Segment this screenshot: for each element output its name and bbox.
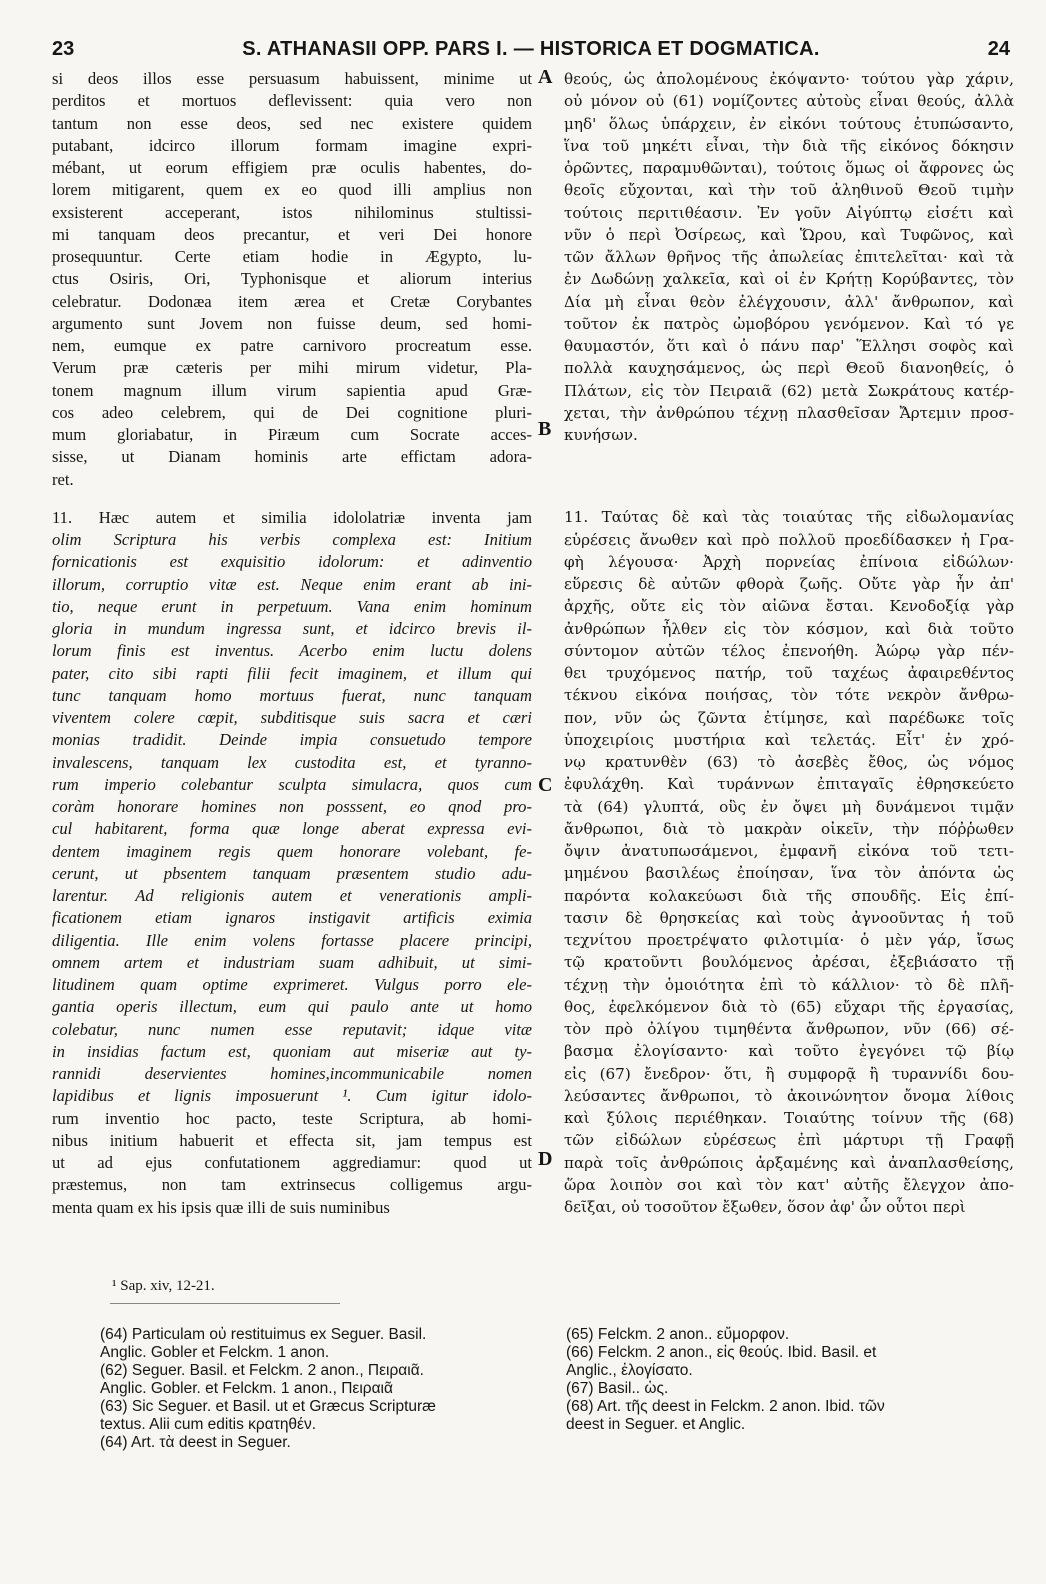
text-line: μημένου βασιλέως ἐποίησαν, ἵνα τὸν ἀπόντα ὡς <box>564 864 1014 883</box>
text-line: ἀρχῆς, οὔτε εἰς τὸν αἰῶνα ἔσται. Κενοδοξίᾳ γὰρ <box>564 597 1014 616</box>
text-line: εἰς (67) ἔνεδρον· ὅτι, ἢ συμφορᾷ ἢ τυραννίδι δου- <box>564 1064 1014 1083</box>
text-line: τέκνου εἰκόνα ποιήσας, τὸν τότε νεκρὸν ἄνθρω- <box>564 686 1014 705</box>
text-line: si deos illos esse persuasum habuissent, minime ut <box>52 69 532 88</box>
text-line: fornicationis est exquisitio idolorum: et adinventio <box>52 552 532 572</box>
text-line: εὕρεσις δὲ αὐτῶν φθορὰ ζωῆς. Οὔτε γὰρ ἦν ἀπ' <box>564 575 1014 593</box>
page-number-right: 24 <box>987 37 1010 60</box>
text-line: θει τρυχόμενος πατήρ, τοῦ ταχέως ἀφαιρεθέντος <box>564 664 1014 682</box>
footnote-separator <box>110 1303 340 1304</box>
text-line: παρόντα κολακεύωσι διὰ τῆς σπουδῆς. Εἰς ἐπί- <box>564 886 1014 905</box>
notes-right-column <box>566 1326 1006 1434</box>
notes-left-column <box>100 1326 530 1452</box>
editorial-note-line: (65) Felckm. 2 anon.. εὔμορφον. <box>566 1326 790 1343</box>
text-line: cerunt, ut pbsentem tanquam præsentem studio adu- <box>52 863 532 883</box>
editorial-note-line: Anglic., ἐλογίσατο. <box>566 1362 693 1379</box>
paragraph-gap <box>564 446 1014 506</box>
page-number-left: 23 <box>52 37 75 60</box>
text-line: coràm honorare homines non posssent, eo qnod pro- <box>52 797 532 816</box>
text-line: tonem magnum illum virum sapientia apud Græ- <box>52 380 532 400</box>
margin-marker-b: B <box>538 418 552 440</box>
text-line: φὴ λέγουσα· Ἀρχὴ πορνείας ἐπίνοια εἰδώλων· <box>564 552 1014 571</box>
text-line: nem, eumque ex patre carnivoro procreatum esse. <box>52 336 532 355</box>
text-line: θος, ἐφελκόμενον διὰ τὸ (65) εὔχαρι τῆς ἐργασίας, <box>564 997 1014 1016</box>
editorial-note-line: (68) Art. τῆς deest in Felckm. 2 anon. Ibid. τῶν <box>566 1398 885 1415</box>
text-line: diligentia. Ille enim volens fortasse placere principi, <box>52 930 532 950</box>
text-line: ἐφυλάχθη. Καὶ τυράννων ἐπιταγαῖς ἐθρησκεύετο <box>564 775 1014 794</box>
text-line: κυνήσων. <box>564 426 638 444</box>
text-line: ut ad ejus confutationem aggrediamur: quod ut <box>52 1153 532 1172</box>
text-line: tio, neque erunt in perpetuum. Vana enim hominum <box>52 596 532 616</box>
text-line: pater, cito sibi rapti filii fecit imaginem, et illum qui <box>52 663 532 683</box>
text-line: 11. Hæc autem et similia idololatriæ inventa jam <box>52 507 532 527</box>
text-line: ret. <box>52 469 74 489</box>
latin-paragraph-1 <box>52 68 532 491</box>
text-line: Verum præ cæteris per mihi mirum videtur, Pla- <box>52 358 532 378</box>
text-line: prosequuntur. Certe etiam hodie in Ægypto, lu- <box>52 247 532 266</box>
editorial-note-line: (64) Particulam οὐ restituimus ex Seguer. Basil. <box>100 1326 427 1343</box>
text-line: rum imperio colebantur sculpta simulacra, quos cum <box>52 774 532 794</box>
text-line: Πλάτων, εἰς τὸν Πειραιᾶ (62) μετὰ Σωκράτους κατέρ- <box>564 381 1014 400</box>
text-line: τῶν εἰδώλων εὑρέσεως ἐπὶ μάρτυρι τῇ Γραφῇ <box>564 1131 1014 1150</box>
text-line: in insidias factum est, quoniam aut miseriæ aut ty- <box>52 1041 532 1061</box>
text-line: ἀνθρώπων ἦλθεν εἰς τὸν κόσμον, καὶ διὰ τοῦτο <box>564 619 1014 638</box>
text-line: πον, νῦν ὡς ζῶντα ἐτίμησε, καὶ παρέδωκε τοῖς <box>564 708 1014 727</box>
editorial-note-line: Anglic. Gobler. et Felckm. 1 anon., Πειραιᾶ <box>100 1380 393 1397</box>
text-line: τέχνῃ τὴν ὁμοιότητα ἐπὶ τὸ κάλλιον· τὸ δὲ πλῆ- <box>564 975 1014 994</box>
text-line: τεχνίτου προετρέψατο φιλοτιμία· ὁ μὲν γάρ, ἴσως <box>564 931 1014 949</box>
text-line: mum gloriabatur, in Piræum cum Socrate acces- <box>52 425 532 444</box>
latin-column <box>52 68 532 1219</box>
text-line: tantum non esse deos, sed nec existere quidem <box>52 113 532 133</box>
text-line: mi tanquam deos precantur, et veri Dei honore <box>52 224 532 244</box>
editorial-note-line: Anglic. Gobler et Felckm. 1 anon. <box>100 1344 330 1361</box>
greek-column <box>564 68 1014 1218</box>
text-line: sisse, ut Dianam hominis arte effictam adora- <box>52 447 532 467</box>
text-line: τοῦτον ἐκ πατρὸς ὠμοβόρου γενόμενον. Καὶ τό γε <box>564 314 1014 333</box>
text-line: menta quam ex his ipsis quæ illi de suis numinibus <box>52 1197 390 1217</box>
text-line: larentur. Ad religionis autem et venerationis ampli- <box>52 886 532 905</box>
text-line: colebatur, nunc numen esse reputavit; idque vitæ <box>52 1019 532 1039</box>
text-line: ὥρα λοιπὸν σοι καὶ τὸν κατ' αὐτῆς ἔλεγχον ἀπο- <box>564 1175 1014 1194</box>
text-line: τασιν δὲ θρησκείας καὶ τοὺς ἀγνοοῦντας ἡ τοῦ <box>564 908 1014 927</box>
text-line: ficationem etiam ignaros instigavit artificis eximia <box>52 908 532 928</box>
text-line: perditos et mortuos deflevissent: quia vero non <box>52 91 532 111</box>
text-line: πολλὰ καυχησάμενος, ὡς περὶ Θεοῦ διανοηθείς, ὁ <box>564 359 1014 378</box>
text-line: εὑρέσεις ἄνωθεν καὶ πρὸ πολλοῦ προεδίδασκεν ἡ Γρα- <box>564 530 1014 549</box>
text-line: cos adeo celebrem, qui de Dei cognitione pluri- <box>52 402 532 422</box>
text-line: putabant, idcirco illorum formam imagine expri- <box>52 135 532 155</box>
margin-marker-d: D <box>538 1148 553 1170</box>
text-line: tunc tanquam homo mortuus fuerat, nunc tanquam <box>52 685 532 705</box>
text-line: monias tradidit. Deinde impia consuetudo tempore <box>52 730 532 750</box>
editorial-note-line: (63) Sic Seguer. et Basil. ut et Græcus Scripturæ <box>100 1398 436 1415</box>
text-line: μηδ' ὅλως ὑπάρχειν, ἐν εἰκόνι τούτους ἐτυπώσαντο, <box>564 114 1014 133</box>
text-line: τούτοις περιτιθέασιν. Ἐν γοῦν Αἰγύπτῳ εἰσέτι καὶ <box>564 203 1014 222</box>
text-line: rannidi deservientes homines,incommunicabile nomen <box>52 1064 532 1083</box>
text-line: lorum finis est inventus. Acerbo enim luctu dolens <box>52 641 532 661</box>
running-header <box>52 34 1010 64</box>
text-line: θαυμαστόν, ὅτι καὶ ὁ πάνυ παρ' Ἕλλησι σοφὸς καὶ <box>564 337 1014 355</box>
text-line: cul habitarent, forma quæ longe aberat expressa evi- <box>52 819 532 839</box>
greek-paragraph-1 <box>564 68 1014 446</box>
editorial-note-line: (62) Seguer. Basil. et Felckm. 2 anon., Πειραιᾶ. <box>100 1362 424 1379</box>
text-line: βασμα ἐλογίσαντο· καὶ τοῦτο ἐγεγόνει τῷ βίῳ <box>564 1042 1014 1061</box>
editorial-note-line: (64) Art. τὰ deest in Seguer. <box>100 1434 291 1451</box>
text-line: ἐν Δωδώνῃ χαλκεῖα, καὶ οἱ ἐν Κρήτῃ Κορύβαντες, τὸν <box>564 270 1014 289</box>
text-line: celebratur. Dodonæa item ærea et Cretæ Corybantes <box>52 291 532 311</box>
text-line: τὰ (64) γλυπτά, οὓς ἐν ὄψει μὴ δυνάμενοι τιμᾷν <box>564 797 1014 816</box>
text-line: ἄνθρωποι, διὰ τὸ μακρὰν οἰκεῖν, τὴν πόῤῥωθεν <box>564 819 1014 838</box>
editorial-note-line: (66) Felckm. 2 anon., εἰς θεούς. Ibid. Basil. et <box>566 1344 877 1361</box>
editorial-note-line: deest in Seguer. et Anglic. <box>566 1416 746 1433</box>
text-line: lorem mitigarent, quem ex eo quod illi amplius non <box>52 180 532 200</box>
running-title: S. ATHANASII OPP. PARS I. — HISTORICA ET DOGMATICA. <box>242 37 820 60</box>
text-line: gantia operis illectum, eum qui paulo ante ut homo <box>52 997 532 1017</box>
text-line: rum inventio hoc pacto, teste Scriptura, ab homi- <box>52 1108 532 1128</box>
text-line: παρὰ τοῖς ἀνθρώποις ἀρξαμένης καὶ ἀναπλασθείσης, <box>564 1153 1014 1172</box>
text-line: nibus initium habuerit et effecta sit, jam tempus est <box>52 1130 532 1150</box>
text-line: τῷ κρατοῦντι βουλόμενος ἀρέσαι, ἐξεβιάσατο τῇ <box>564 953 1014 972</box>
text-line: præstemus, non tam extrinsecus colligemus argu- <box>52 1175 532 1195</box>
text-line: argumento sunt Jovem non fuisse deum, sed homi- <box>52 313 532 333</box>
text-line: ἵνα τοῦ μηκέτι εἶναι, τὴν διὰ τῆς εἰκόνος δόκησιν <box>564 136 1014 155</box>
text-line: χεται, τὴν ἀνθρώπου τέχνῃ πλασθεῖσαν Ἄρτεμιν προσ- <box>564 403 1014 422</box>
greek-paragraph-2 <box>564 506 1014 1218</box>
text-line: τὸν πρὸ ὀλίγου τιμηθέντα ἄνθρωπον, νῦν (66) σέ- <box>564 1020 1014 1038</box>
text-line: τῶν ἄλλων θρῆνος τῆς ἀπωλείας ἐπιτελεῖται· καὶ τὰ <box>564 248 1014 266</box>
text-line: θεούς, ὡς ἀπολομένους ἐκόψαντο· τούτου γὰρ χάριν, <box>564 70 1014 88</box>
text-line: olim Scriptura his verbis complexa est: Initium <box>52 530 532 549</box>
text-line: θεοῖς εὔχονται, καὶ τὴν τοῦ ἀληθινοῦ Θεοῦ τιμὴν <box>564 181 1014 200</box>
paragraph-gap <box>52 491 532 507</box>
text-line: dentem imaginem regis quem honorare volebant, fe- <box>52 841 532 861</box>
text-line: viventem colere cœpit, subditisque suis sacra et cæri <box>52 708 532 727</box>
text-line: λεύσαντες ἄνθρωποι, τὸ ἀκοινώνητον ὄνομα λίθοις <box>564 1086 1014 1105</box>
text-line: νῦν ὁ περὶ Ὀσίρεως, καὶ Ὥρου, καὶ Τυφῶνος, καὶ <box>564 225 1014 244</box>
text-line: ctus Osiris, Ori, Typhonisque et aliorum interius <box>52 269 532 289</box>
text-line: ὄψιν ἀνατυπωσάμενοι, ἐμφανῆ εἰκόνα τοῦ τετι- <box>564 842 1014 860</box>
text-line: mébant, ut eorum effigiem præ oculis habentes, do- <box>52 158 532 177</box>
text-line: νῳ κρατυνθὲν (63) τὸ ἀσεβὲς ἔθος, ὡς νόμος <box>564 753 1014 771</box>
margin-marker-c: C <box>538 774 553 796</box>
latin-paragraph-2 <box>52 507 532 1219</box>
text-line: δεῖξαι, οὐ τοσοῦτον ἔξωθεν, ὅσον ἀφ' ὧν οὗτοι περὶ <box>564 1198 966 1216</box>
margin-marker-a: A <box>538 66 553 88</box>
text-line: Δία μὴ εἶναι θεὸν ἐλέγχουσιν, ἀλλ' ἄνθρωπον, καὶ <box>564 292 1014 311</box>
text-line: 11. Ταύτας δὲ καὶ τὰς τοιαύτας τῆς εἰδωλομανίας <box>564 508 1014 527</box>
text-line: σύντομον αὐτῶν τέλος ἐπενοήθη. Ἀώρῳ γὰρ πέν- <box>564 641 1014 660</box>
text-line: gloria in mundum ingressa sunt, et idcirco brevis il- <box>52 619 532 638</box>
text-line: invalescens, tanquam lex custodita est, et tyranno- <box>52 752 532 772</box>
text-line: omnem artem et industriam suam adhibuit, ut simi- <box>52 952 532 972</box>
scripture-footnote: ¹ Sap. xiv, 12-21. <box>112 1278 215 1294</box>
text-line: ὑποχειρίοις μυστήρια καὶ τελετάς. Εἶτ' ἐν χρό- <box>564 730 1014 749</box>
text-line: ὁρῶντες, παραμυθῶνται), τούτοις ὅμως οἱ ἄφρονες ὡς <box>564 159 1014 177</box>
text-line: litudinem quam optime exprimeret. Vulgus porro ele- <box>52 975 532 994</box>
text-line: illorum, corruptio vitæ est. Neque enim erant ab ini- <box>52 574 532 594</box>
text-line: οὐ μόνον οὐ (61) νομίζοντες αὐτοὺς εἶναι θεούς, ἀλλὰ <box>564 92 1014 111</box>
text-line: καὶ ξύλοις περιέθηκαν. Τοιαύτης τοίνυν τῆς (68) <box>564 1109 1014 1127</box>
editorial-note-line: (67) Basil.. ὡς. <box>566 1380 669 1397</box>
text-line: exsisterent acceperant, istos nihilominus stultissi- <box>52 202 532 222</box>
text-line: lapidibus et lignis imposuerunt ¹. Cum igitur idolo- <box>52 1086 532 1106</box>
editorial-note-line: textus. Alii cum editis κρατηθέν. <box>100 1416 317 1433</box>
